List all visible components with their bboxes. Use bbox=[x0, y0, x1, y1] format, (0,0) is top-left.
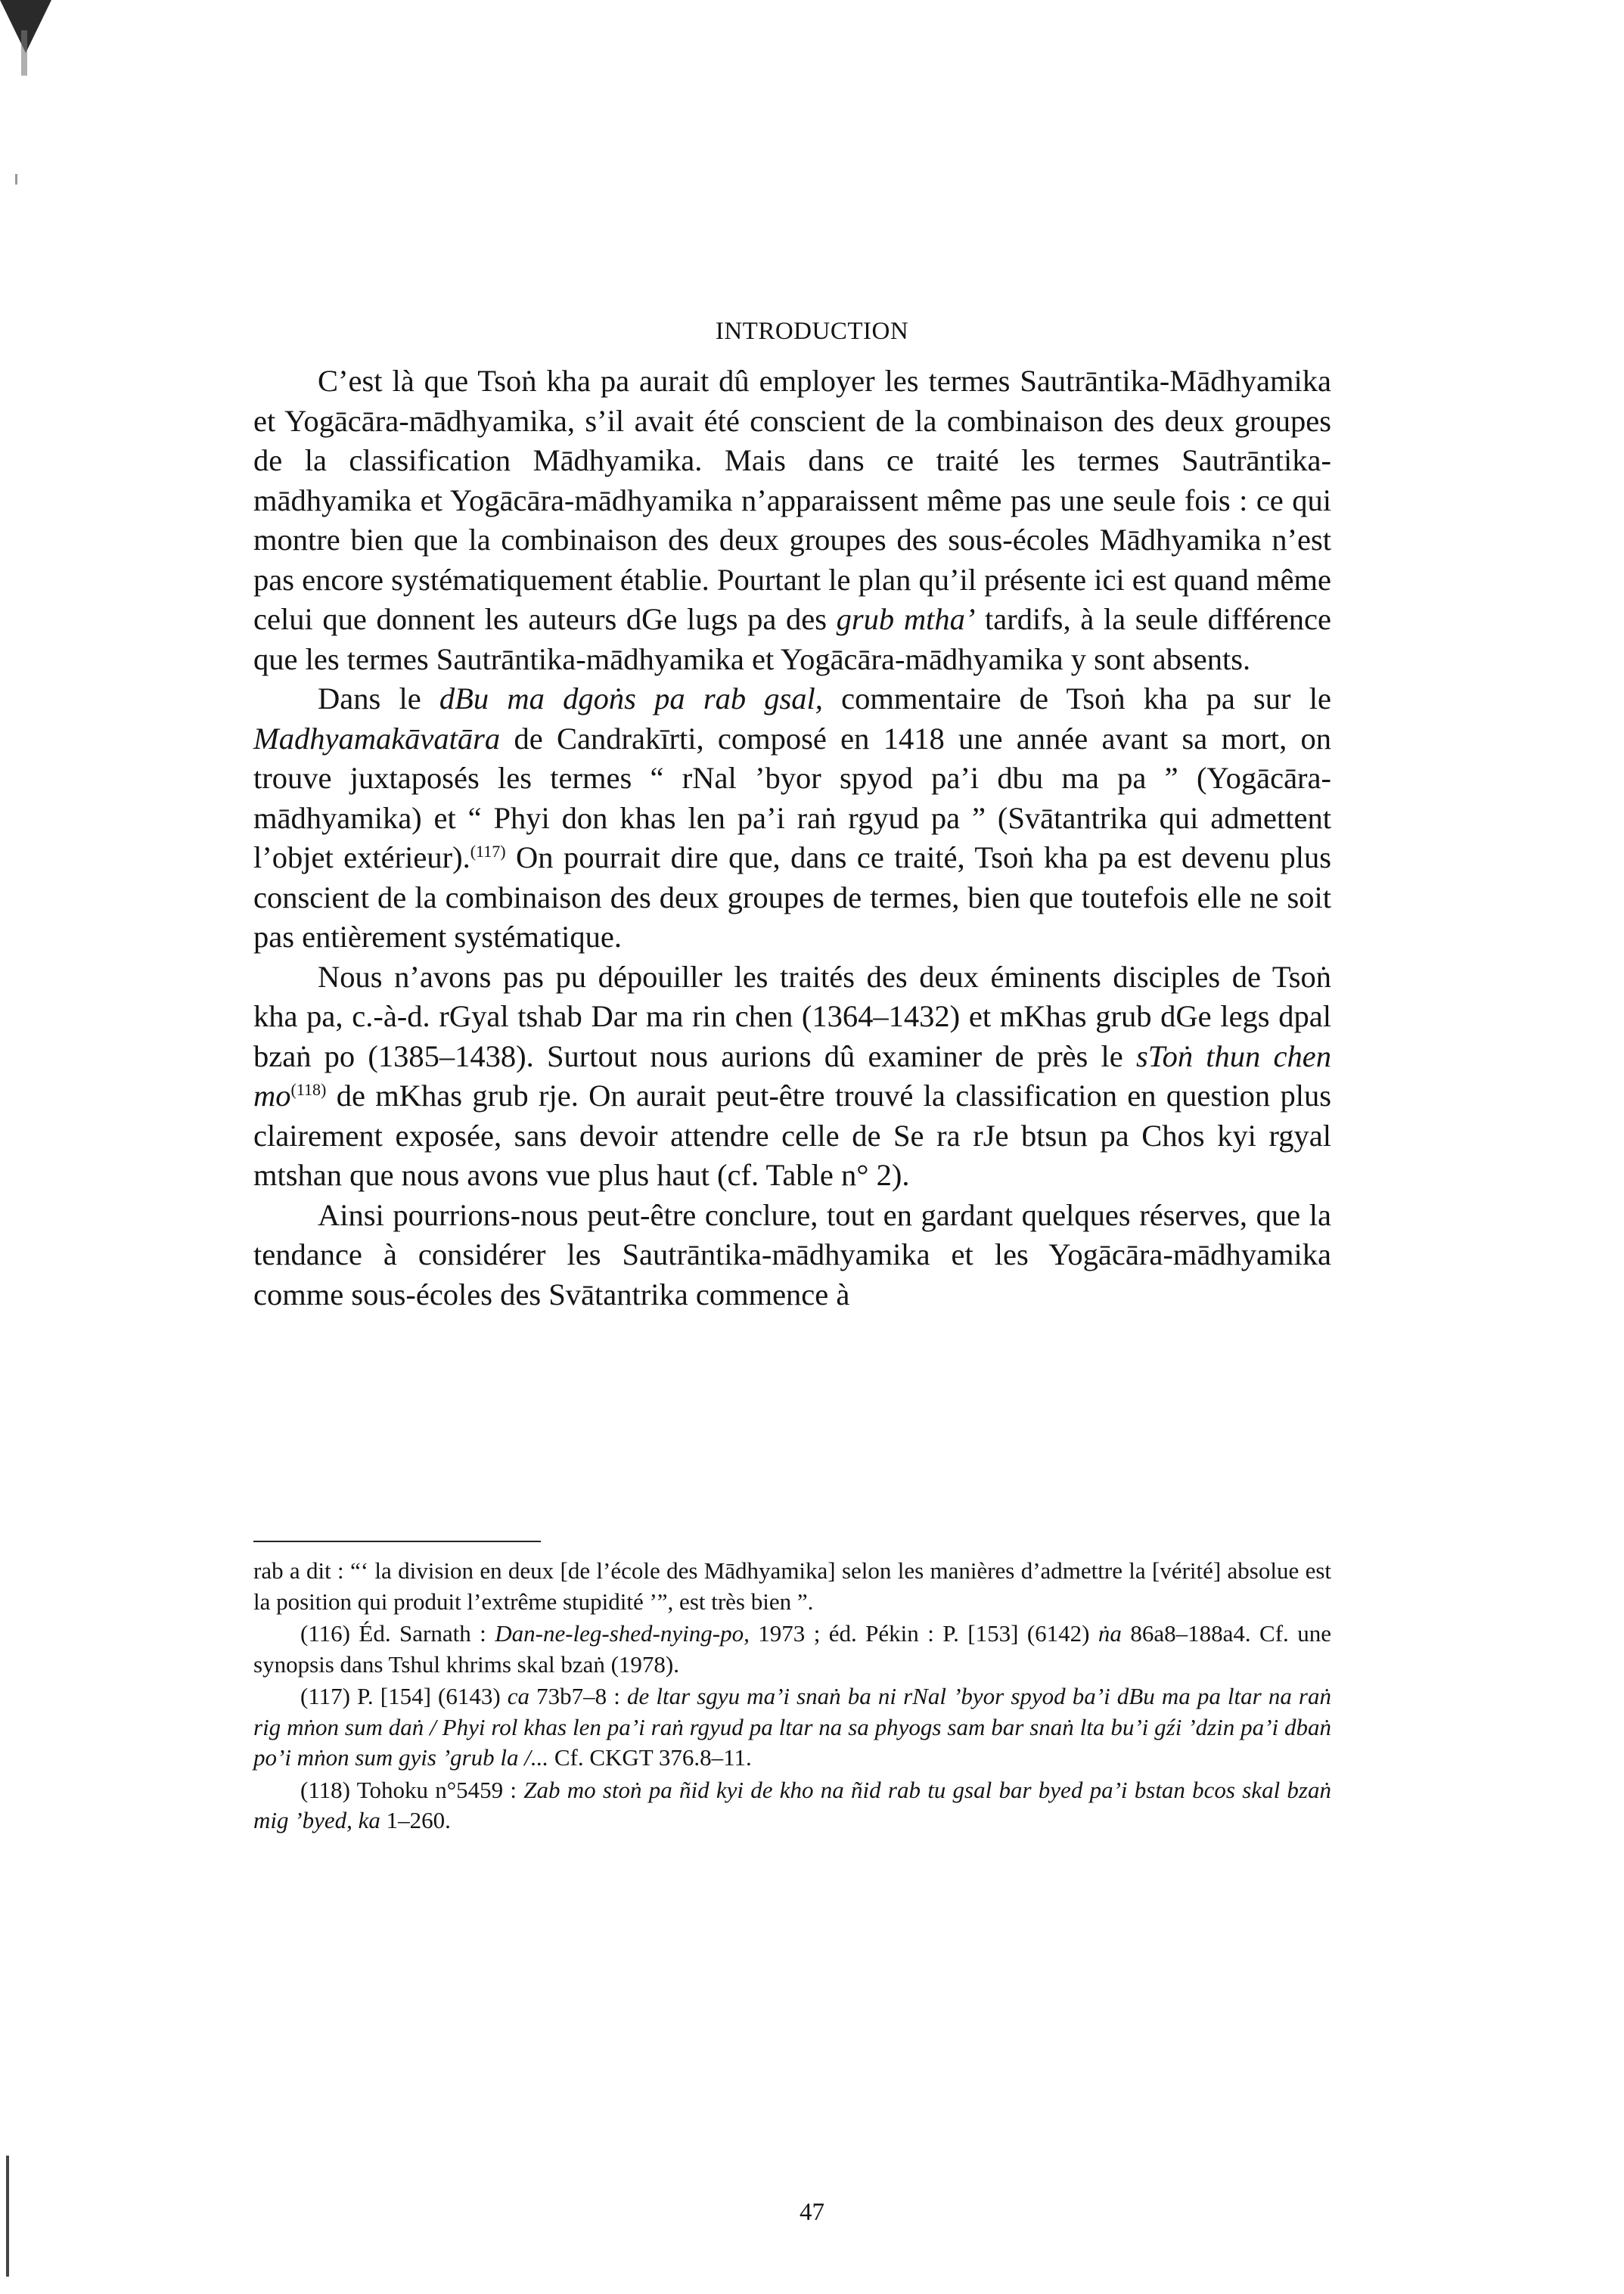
text-run: Dans le bbox=[318, 681, 439, 716]
scan-shadow-mark bbox=[21, 30, 27, 76]
text-run: (118) Tohoku n°5459 : bbox=[300, 1776, 524, 1803]
italic-text: grub mtha’ bbox=[836, 602, 976, 636]
text-run: (117) P. [154] (6143) bbox=[300, 1683, 508, 1709]
italic-text: ca bbox=[507, 1683, 530, 1709]
scan-speck bbox=[15, 174, 17, 185]
text-run: rab a dit : “‘ la division en deux [de l’école des Mādhyamika] selon les manières d’admettre la [vérité] absolue est la position qui produit l’extrême stupidité ’”, est très bien ”. bbox=[253, 1557, 1331, 1615]
italic-text: Madhyamakāvatāra bbox=[253, 721, 501, 756]
body-paragraph bbox=[253, 679, 1331, 958]
footnote bbox=[253, 1619, 1331, 1680]
body-paragraph bbox=[253, 958, 1331, 1196]
italic-text: Zab mo stoṅ pa ñid kyi de kho na ñid rab tu gsal bar byed pa’i bstan bcos skal bzaṅ mig ’byed, ka bbox=[253, 1776, 1331, 1833]
italic-text: sToṅ thun chen mo bbox=[253, 1038, 1331, 1113]
body-paragraph bbox=[253, 1196, 1331, 1315]
text-run: 1–260. bbox=[380, 1807, 451, 1833]
italic-text: Dan-ne-leg-shed-nying-po, bbox=[495, 1620, 750, 1647]
italic-text: dBu ma dgoṅs pa rab gsal, bbox=[439, 681, 823, 716]
text-run: C’est là que Tsoṅ kha pa aurait dû employer les termes Sautrāntika-Mādhyamika et Yogācāra-mādhyamika, s’il avait été conscient de la combinaison des deux groupes de la classification Mādhyamika. Mais dans ce traité les termes Sautrāntika-mādhyamika et Yogācāra-mādhyamika n’apparaissent même pas une seule fois : ce qui montre bien que la combinaison des deux groupes des sous-écoles Mādhyamika n’est pas encore systématiquement établie. Pourtant le plan qu’il présente ici est quand même celui que donnent les auteurs dGe lugs pa des bbox=[253, 364, 1331, 636]
italic-text: de ltar sgyu ma’i snaṅ ba ni rNal ’byor spyod ba’i dBu ma pa ltar na raṅ rig mṅon sum daṅ / Phyi rol khas len pa’i raṅ rgyud pa ltar na sa phyogs sam bar snaṅ lta bu’i gźi ’dzin pa’i dbaṅ po’i mṅon sum gyis ’grub la /... bbox=[253, 1683, 1331, 1771]
footnotes bbox=[253, 1556, 1331, 1838]
footnote bbox=[253, 1556, 1331, 1617]
text-run: (116) Éd. Sarnath : bbox=[300, 1620, 495, 1647]
text-run: Nous n’avons pas pu dépouiller les traités des deux éminents disciples de Tsoṅ kha pa, c.-à-d. rGyal tshab Dar ma rin chen (1364–1432) et mKhas grub dGe legs dpal bzaṅ po (1385–1438). Surtout nous aurions dû examiner de près le bbox=[253, 959, 1331, 1073]
text-run: 1973 ; éd. Pékin : P. [153] (6142) bbox=[749, 1620, 1098, 1647]
text-run: de mKhas grub rje. On aurait peut-être trouvé la classification en question plus clairement exposée, sans devoir attendre celle de Se ra rJe btsun pa Chos kyi rgyal mtshan que nous avons vue plus haut (cf. Table n° 2). bbox=[253, 1079, 1331, 1192]
text-run: de Candrakīrti, composé en 1418 une année avant sa mort, on trouve juxtaposés les termes “ rNal ’byor spyod pa’i dbu ma pa ” (Yogācāra-mādhyamika) et “ Phyi don khas len pa’i raṅ rgyud pa ” (Svātantrika qui admettent l’objet extérieur). bbox=[253, 721, 1331, 874]
text-run: tardifs, à la seule différence que les termes Sautrāntika-mādhyamika et Yogācāra-mādhyamika y sont absents. bbox=[253, 602, 1331, 676]
running-head: INTRODUCTION bbox=[715, 318, 909, 345]
footnote-ref: (117) bbox=[470, 842, 506, 861]
body-paragraph bbox=[253, 362, 1331, 679]
footnote bbox=[253, 1681, 1331, 1774]
footnote bbox=[253, 1775, 1331, 1836]
page-number: 47 bbox=[800, 2199, 824, 2226]
text-run: commentaire de Tsoṅ kha pa sur le bbox=[822, 681, 1331, 716]
footnote-ref: (118) bbox=[290, 1080, 327, 1099]
italic-text: ṅa bbox=[1098, 1620, 1122, 1647]
text-run: Ainsi pourrions-nous peut-être conclure, tout en gardant quelques réserves, que la tendance à considérer les Sautrāntika-mādhyamika et les Yogācāra-mādhyamika comme sous-écoles des Svātantrika commence à bbox=[253, 1197, 1331, 1312]
footnote-rule bbox=[253, 1541, 541, 1542]
text-run: Cf. CKGT 376.8–11. bbox=[548, 1744, 752, 1771]
text-run: On pourrait dire que, dans ce traité, Tsoṅ kha pa est devenu plus conscient de la combinaison des deux groupes de termes, bien que toutefois elle ne soit pas entièrement systématique. bbox=[253, 840, 1331, 954]
main-text bbox=[253, 362, 1331, 1315]
text-run: 86a8–188a4. Cf. une synopsis dans Tshul khrims skal bzaṅ (1978). bbox=[253, 1620, 1331, 1678]
text-run: 73b7–8 : bbox=[529, 1683, 627, 1709]
